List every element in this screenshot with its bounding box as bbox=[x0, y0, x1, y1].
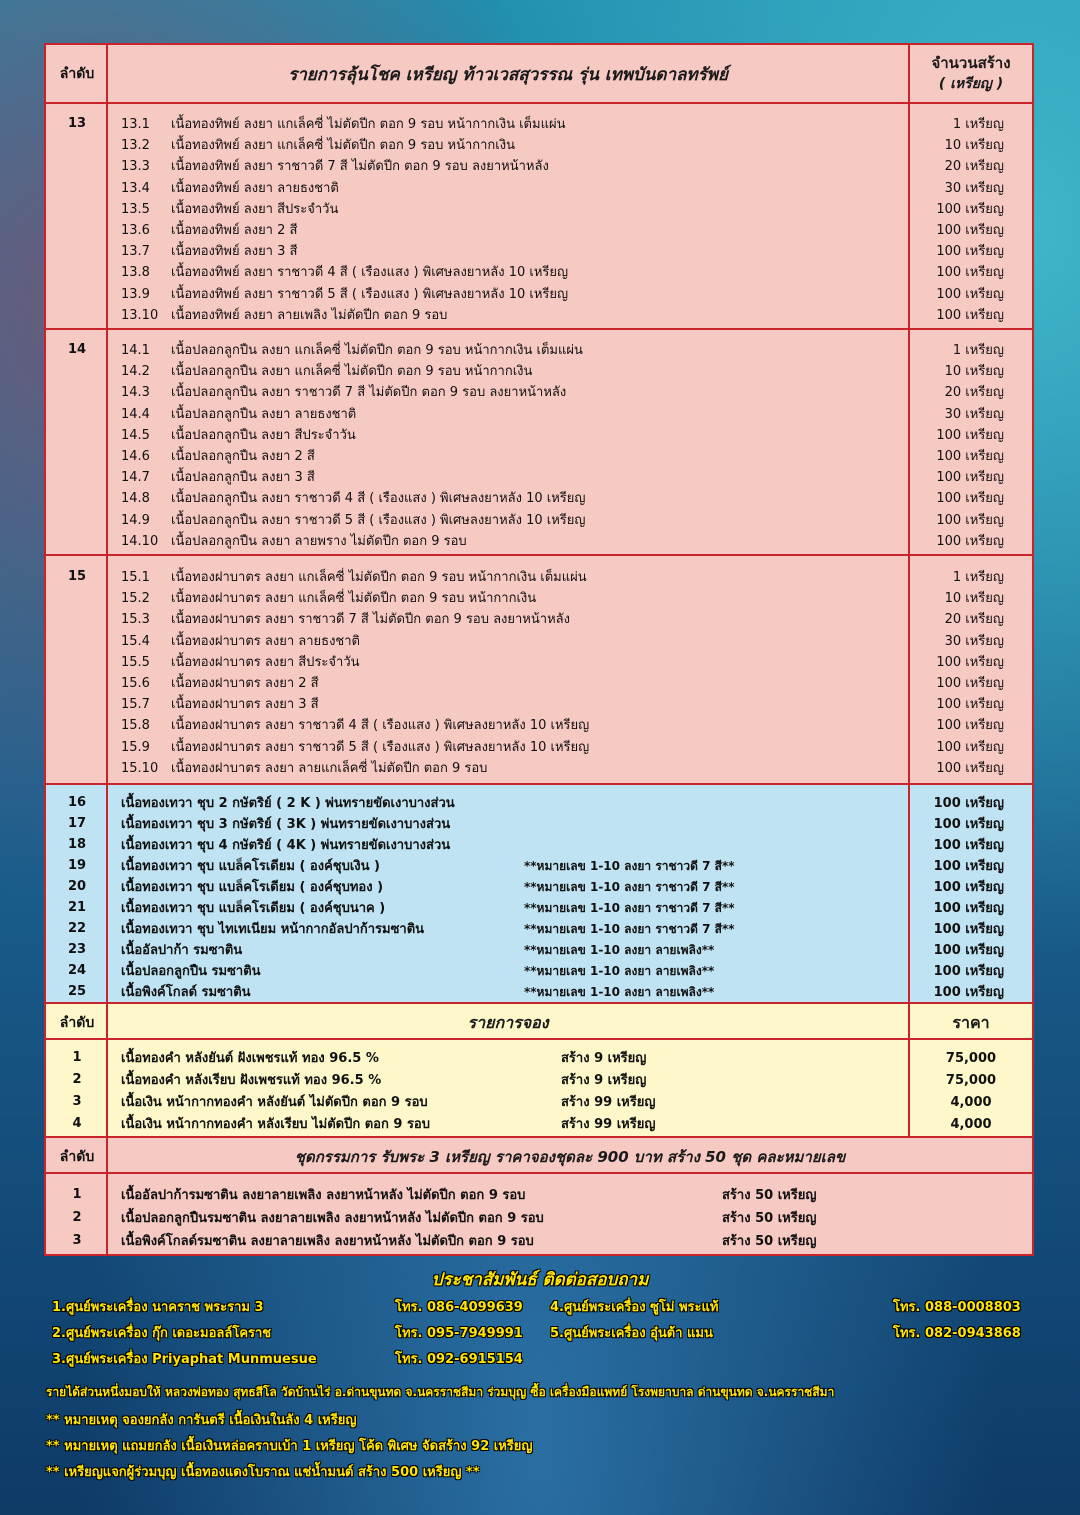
item-quantity: 30 เหรียญ bbox=[944, 406, 1004, 422]
item-description: เนื้อทองทิพย์ ลงยา แกเล็คซี่ ไม่ตัดปีก ตอก 9 รอบ หน้ากากเงิน เต็มแผ่น bbox=[171, 117, 566, 132]
item-description: เนื้อทองคำ หลังยันต์ ฝังเพชรแท้ ทอง 96.5 % bbox=[121, 1051, 379, 1066]
contact-3-name: 3.ศูนย์พระเครื่อง Priyaphat Munmuesue bbox=[52, 1352, 317, 1367]
item-description: เนื้อทองทิพย์ ลงยา ราชาวดี 7 สี ไม่ตัดปีก ตอก 9 รอบ ลงยาหน้าหลัง bbox=[171, 159, 549, 175]
item-code: 14.5 bbox=[121, 427, 150, 443]
column-divider bbox=[908, 783, 910, 1138]
committee-section bbox=[46, 1174, 1032, 1254]
group-13 bbox=[46, 104, 1032, 328]
contact-5-phone: โทร. 082-0943868 bbox=[893, 1326, 1021, 1341]
group-15 bbox=[46, 557, 1032, 781]
group-14 bbox=[46, 330, 1032, 554]
item-code: 14.6 bbox=[121, 449, 150, 464]
item-quantity: 100 เหรียญ bbox=[936, 739, 1004, 755]
item-description: เนื้อทองฝาบาตร ลงยา 2 สี bbox=[171, 676, 319, 691]
item-price: 4,000 bbox=[950, 1117, 992, 1132]
item-description: เนื้อทองเทวา ชุบ 3 กษัตริย์ ( 3K ) พ่นทรายขัดเงาบางส่วน bbox=[121, 817, 451, 832]
item-description: เนื้อทองฝาบาตร ลงยา แกเล็คซี่ ไม่ตัดปีก ตอก 9 รอบ หน้ากากเงิน เต็มแผ่น bbox=[171, 570, 587, 585]
divider bbox=[46, 783, 1032, 785]
item-quantity: 100 เหรียญ bbox=[933, 880, 1004, 895]
item-note: **หมายเลข 1-10 ลงยา ราชาวดี 7 สี** bbox=[524, 880, 735, 894]
committee-title: ชุดกรรมการ รับพระ 3 เหรียญ ราคาจองชุดละ 900 บาท สร้าง 50 ชุด คละหมายเลข bbox=[294, 1148, 846, 1166]
item-description: เนื้อปลอกลูกปืน ลงยา สีประจำวัน bbox=[171, 427, 356, 443]
contact-2-phone: โทร. 095-7949991 bbox=[395, 1326, 523, 1341]
item-quantity: 100 เหรียญ bbox=[936, 512, 1004, 528]
item-code: 14.10 bbox=[121, 533, 159, 549]
item-no: 24 bbox=[67, 963, 87, 978]
item-quantity: 30 เหรียญ bbox=[944, 633, 1004, 649]
item-code: 13.8 bbox=[121, 265, 150, 281]
header-qty-unit: ( เหรียญ ) bbox=[938, 76, 1004, 92]
item-quantity: 100 เหรียญ bbox=[936, 449, 1004, 464]
item-quantity: 100 เหรียญ bbox=[933, 964, 1004, 979]
item-description: เนื้อทองทิพย์ ลงยา ราชาวดี 4 สี ( เรืองแสง ) พิเศษลงยาหลัง 10 เหรียญ bbox=[171, 265, 569, 281]
item-code: 13.5 bbox=[121, 201, 150, 217]
item-quantity: 1 เหรียญ bbox=[952, 570, 1004, 585]
item-description: เนื้อพิงค์โกลด์รมซาติน ลงยาลายเพลิง ลงยาหน้าหลัง ไม่ตัดปีก ตอก 9 รอบ bbox=[121, 1234, 534, 1249]
item-description: เนื้อทองฝาบาตร ลงยา ราชาวดี 4 สี ( เรืองแสง ) พิเศษลงยาหลัง 10 เหรียญ bbox=[171, 718, 590, 734]
group-no: 13 bbox=[67, 116, 87, 131]
item-code: 13.3 bbox=[121, 159, 150, 175]
item-note: **หมายเลข 1-10 ลงยา ราชาวดี 7 สี** bbox=[524, 901, 735, 915]
item-made: สร้าง 99 เหรียญ bbox=[561, 1095, 656, 1110]
item-description: เนื้อพิงค์โกลด์ รมซาติน bbox=[121, 985, 251, 1000]
item-description: เนื้อทองเทวา ชุบ 2 กษัตริย์ ( 2 K ) พ่นทรายขัดเงาบางส่วน bbox=[121, 796, 455, 811]
group-no: 14 bbox=[67, 342, 87, 357]
item-code: 15.4 bbox=[121, 633, 150, 649]
item-description: เนื้อปลอกลูกปืน ลงยา ลายธงชาติ bbox=[171, 406, 357, 422]
item-description: เนื้อทองฝาบาตร ลงยา ราชาวดี 5 สี ( เรืองแสง ) พิเศษลงยาหลัง 10 เหรียญ bbox=[171, 739, 590, 755]
item-description: เนื้อปลอกลูกปืน ลงยา แกเล็คซี่ ไม่ตัดปีก ตอก 9 รอบ หน้ากากเงิน bbox=[171, 364, 533, 380]
item-quantity: 100 เหรียญ bbox=[936, 533, 1004, 549]
item-code: 15.3 bbox=[121, 612, 150, 628]
item-description: เนื้อทองทิพย์ ลงยา 3 สี bbox=[171, 244, 298, 260]
item-price: 75,000 bbox=[945, 1051, 997, 1066]
item-made: สร้าง 50 เหรียญ bbox=[722, 1234, 817, 1249]
item-description: เนื้อทองทิพย์ ลงยา ราชาวดี 5 สี ( เรืองแสง ) พิเศษลงยาหลัง 10 เหรียญ bbox=[171, 286, 569, 302]
item-code: 14.3 bbox=[121, 385, 150, 401]
item-quantity: 100 เหรียญ bbox=[936, 718, 1004, 734]
item-description: เนื้อทองเทวา ชุบ 4 กษัตริย์ ( 4K ) พ่นทรายขัดเงาบางส่วน bbox=[121, 838, 451, 853]
item-quantity: 100 เหรียญ bbox=[936, 427, 1004, 443]
item-description: เนื้อเงิน หน้ากากทองคำ หลังเรียบ ไม่ตัดปีก ตอก 9 รอบ bbox=[121, 1117, 430, 1132]
item-no: 22 bbox=[67, 921, 87, 936]
item-description: เนื้อปลอกลูกปืน ลงยา ราชาวดี 7 สี ไม่ตัดปีก ตอก 9 รอบ ลงยาหน้าหลัง bbox=[171, 385, 567, 401]
item-description: เนื้อปลอกลูกปืน ลงยา ลายพราง ไม่ตัดปีก ตอก 9 รอบ bbox=[171, 533, 467, 549]
item-quantity: 10 เหรียญ bbox=[944, 364, 1004, 380]
group-no: 15 bbox=[67, 569, 87, 584]
item-made: สร้าง 9 เหรียญ bbox=[561, 1073, 647, 1088]
column-divider bbox=[106, 783, 108, 1256]
item-quantity: 1 เหรียญ bbox=[952, 117, 1004, 132]
contact-2-name: 2.ศูนย์พระเครื่อง กุ๊ก เดอะมอลล์โคราช bbox=[52, 1326, 272, 1341]
header-title: รายการลุ้นโชค เหรียญ ท้าวเวสสุวรรณ รุ่น เทพบันดาลทรัพย์ bbox=[288, 65, 728, 85]
item-code: 15.9 bbox=[121, 739, 150, 755]
item-quantity: 100 เหรียญ bbox=[936, 654, 1004, 670]
special-section bbox=[46, 785, 1032, 1002]
item-quantity: 20 เหรียญ bbox=[944, 385, 1004, 401]
item-description: เนื้อทองทิพย์ ลงยา ลายธงชาติ bbox=[171, 180, 339, 196]
item-quantity: 100 เหรียญ bbox=[933, 943, 1004, 958]
item-description: เนื้อทองทิพย์ ลงยา ลายเพลิง ไม่ตัดปีก ตอก 9 รอบ bbox=[171, 307, 448, 323]
item-description: เนื้อปลอกลูกปืน รมซาติน bbox=[121, 964, 261, 979]
header-qty-label: จำนวนสร้าง bbox=[931, 54, 1011, 72]
item-quantity: 100 เหรียญ bbox=[933, 922, 1004, 937]
item-note: **หมายเลข 1-10 ลงยา ลายเพลิง** bbox=[524, 943, 715, 957]
item-quantity: 100 เหรียญ bbox=[936, 697, 1004, 713]
item-code: 13.6 bbox=[121, 223, 150, 238]
contact-1-name: 1.ศูนย์พระเครื่อง นาคราช พระราม 3 bbox=[52, 1300, 264, 1315]
item-description: เนื้อทองเทวา ชุบ แบล็คโรเดียม ( องค์ชุบเงิน ) bbox=[121, 859, 380, 874]
item-description: เนื้อปลอกลูกปืนรมซาติน ลงยาลายเพลิง ลงยาหน้าหลัง ไม่ตัดปีก ตอก 9 รอบ bbox=[121, 1211, 544, 1226]
item-quantity: 100 เหรียญ bbox=[936, 201, 1004, 217]
item-code: 13.10 bbox=[121, 307, 159, 323]
item-no: 18 bbox=[67, 837, 87, 852]
item-description: เนื้ออัลปาก้า รมซาติน bbox=[121, 943, 243, 958]
item-quantity: 100 เหรียญ bbox=[936, 265, 1004, 281]
item-quantity: 10 เหรียญ bbox=[944, 591, 1004, 607]
contact-4-name: 4.ศูนย์พระเครื่อง ซูโม่ พระแท้ bbox=[550, 1300, 719, 1315]
donation-note: รายได้ส่วนหนึ่งมอบให้ หลวงพ่อทอง สุทธสีโล วัดบ้านไร่ อ.ด่านขุนทด จ.นครราชสีมา ร่วมบุญ ซื้อ เครื่องมือแพทย์ โรงพยาบาล ด่านขุนทด จ.นครราชสีมา bbox=[46, 1385, 835, 1399]
item-code: 15.5 bbox=[121, 654, 150, 670]
reserve-section bbox=[46, 1040, 1032, 1136]
item-quantity: 100 เหรียญ bbox=[936, 676, 1004, 691]
footnote-1: ** หมายเหตุ จองยกลัง การันตรี เนื้อเงินในลัง 4 เหรียญ bbox=[46, 1413, 357, 1428]
item-no: 2 bbox=[72, 1072, 82, 1087]
item-no: 2 bbox=[72, 1210, 82, 1225]
item-quantity: 100 เหรียญ bbox=[933, 985, 1004, 1000]
item-quantity: 100 เหรียญ bbox=[936, 760, 1004, 776]
item-no: 21 bbox=[67, 900, 87, 915]
column-divider bbox=[106, 45, 108, 783]
item-no: 16 bbox=[67, 795, 87, 810]
item-quantity: 100 เหรียญ bbox=[936, 470, 1004, 486]
item-code: 15.2 bbox=[121, 591, 150, 607]
item-description: เนื้อทองเทวา ชุบ แบล็คโรเดียม ( องค์ชุบนาค ) bbox=[121, 901, 386, 916]
item-description: เนื้อปลอกลูกปืน ลงยา 2 สี bbox=[171, 449, 315, 464]
item-description: เนื้อทองทิพย์ ลงยา สีประจำวัน bbox=[171, 201, 339, 217]
item-quantity: 100 เหรียญ bbox=[936, 244, 1004, 260]
header-no: ลำดับ bbox=[59, 66, 95, 82]
item-code: 14.7 bbox=[121, 470, 150, 486]
item-no: 17 bbox=[67, 816, 87, 831]
item-quantity: 100 เหรียญ bbox=[933, 817, 1004, 832]
item-made: สร้าง 9 เหรียญ bbox=[561, 1051, 647, 1066]
item-price: 75,000 bbox=[945, 1073, 997, 1088]
item-code: 14.4 bbox=[121, 406, 150, 422]
item-quantity: 20 เหรียญ bbox=[944, 612, 1004, 628]
contact-1-phone: โทร. 086-4099639 bbox=[395, 1300, 523, 1315]
item-quantity: 20 เหรียญ bbox=[944, 159, 1004, 175]
item-made: สร้าง 50 เหรียญ bbox=[722, 1188, 817, 1203]
item-code: 14.1 bbox=[121, 343, 150, 358]
column-divider bbox=[908, 45, 910, 783]
item-description: เนื้อเงิน หน้ากากทองคำ หลังยันต์ ไม่ตัดปีก ตอก 9 รอบ bbox=[121, 1095, 428, 1110]
item-made: สร้าง 99 เหรียญ bbox=[561, 1117, 656, 1132]
contact-5-name: 5.ศูนย์พระเครื่อง อุ๋นต้า แมน bbox=[550, 1326, 713, 1341]
reserve-no-label: ลำดับ bbox=[59, 1015, 95, 1031]
item-code: 15.6 bbox=[121, 676, 150, 691]
item-no: 3 bbox=[72, 1233, 82, 1248]
item-price: 4,000 bbox=[950, 1095, 992, 1110]
item-no: 4 bbox=[72, 1116, 82, 1131]
reserve-header bbox=[46, 1004, 1032, 1038]
item-description: เนื้อปลอกลูกปืน ลงยา ราชาวดี 4 สี ( เรืองแสง ) พิเศษลงยาหลัง 10 เหรียญ bbox=[171, 491, 586, 507]
item-no: 1 bbox=[72, 1187, 82, 1202]
item-quantity: 100 เหรียญ bbox=[933, 901, 1004, 916]
item-quantity: 100 เหรียญ bbox=[933, 838, 1004, 853]
reserve-price-label: ราคา bbox=[952, 1013, 990, 1032]
item-description: เนื้อทองทิพย์ ลงยา แกเล็คซี่ ไม่ตัดปีก ตอก 9 รอบ หน้ากากเงิน bbox=[171, 138, 515, 154]
item-code: 15.1 bbox=[121, 570, 150, 585]
item-quantity: 30 เหรียญ bbox=[944, 180, 1004, 196]
item-quantity: 100 เหรียญ bbox=[933, 859, 1004, 874]
item-code: 15.7 bbox=[121, 697, 150, 713]
footer-title: ประชาสัมพันธ์ ติดต่อสอบถาม bbox=[431, 1270, 649, 1290]
price-list-table bbox=[44, 43, 1034, 1256]
item-quantity: 100 เหรียญ bbox=[933, 796, 1004, 811]
item-description: เนื้อทองฝาบาตร ลงยา ราชาวดี 7 สี ไม่ตัดปีก ตอก 9 รอบ ลงยาหน้าหลัง bbox=[171, 612, 570, 628]
item-quantity: 10 เหรียญ bbox=[944, 138, 1004, 154]
item-description: เนื้อทองฝาบาตร ลงยา ลายธงชาติ bbox=[171, 633, 360, 649]
item-code: 13.2 bbox=[121, 138, 150, 154]
item-note: **หมายเลข 1-10 ลงยา ลายเพลิง** bbox=[524, 964, 715, 978]
item-no: 1 bbox=[72, 1050, 82, 1065]
item-note: **หมายเลข 1-10 ลงยา ราชาวดี 7 สี** bbox=[524, 859, 735, 873]
item-code: 15.8 bbox=[121, 718, 150, 734]
item-code: 13.7 bbox=[121, 244, 150, 260]
item-description: เนื้อปลอกลูกปืน ลงยา ราชาวดี 5 สี ( เรืองแสง ) พิเศษลงยาหลัง 10 เหรียญ bbox=[171, 512, 586, 528]
item-note: **หมายเลข 1-10 ลงยา ราชาวดี 7 สี** bbox=[524, 922, 735, 936]
contact-3-phone: โทร. 092-6915154 bbox=[395, 1352, 523, 1367]
footnote-3: ** เหรียญแจกผู้ร่วมบุญ เนื้อทองแดงโบราณ แช่น้ำมนต์ สร้าง 500 เหรียญ ** bbox=[46, 1465, 480, 1480]
item-description: เนื้อทองคำ หลังเรียบ ฝังเพชรแท้ ทอง 96.5 % bbox=[121, 1073, 382, 1088]
item-quantity: 1 เหรียญ bbox=[952, 343, 1004, 358]
item-no: 20 bbox=[67, 879, 87, 894]
item-code: 13.4 bbox=[121, 180, 150, 196]
item-description: เนื้อทองฝาบาตร ลงยา สีประจำวัน bbox=[171, 654, 360, 670]
item-description: เนื้อปลอกลูกปืน ลงยา 3 สี bbox=[171, 470, 315, 486]
item-description: เนื้อปลอกลูกปืน ลงยา แกเล็คซี่ ไม่ตัดปีก ตอก 9 รอบ หน้ากากเงิน เต็มแผ่น bbox=[171, 343, 583, 358]
item-description: เนื้ออัลปาก้ารมซาติน ลงยาลายเพลิง ลงยาหน้าหลัง ไม่ตัดปีก ตอก 9 รอบ bbox=[121, 1188, 526, 1203]
item-code: 14.2 bbox=[121, 364, 150, 380]
item-quantity: 100 เหรียญ bbox=[936, 491, 1004, 507]
divider bbox=[46, 554, 1032, 556]
committee-no-label: ลำดับ bbox=[59, 1149, 95, 1165]
item-code: 14.9 bbox=[121, 512, 150, 528]
committee-header bbox=[46, 1138, 1032, 1172]
item-code: 13.9 bbox=[121, 286, 150, 302]
item-description: เนื้อทองทิพย์ ลงยา 2 สี bbox=[171, 223, 298, 238]
item-description: เนื้อทองฝาบาตร ลงยา ลายแกเล็คซี่ ไม่ตัดปีก ตอก 9 รอบ bbox=[171, 760, 488, 776]
item-quantity: 100 เหรียญ bbox=[936, 307, 1004, 323]
item-code: 15.10 bbox=[121, 760, 159, 776]
footnote-2: ** หมายเหตุ แถมยกลัง เนื้อเงินหล่อคราบเบ้า 1 เหรียญ โค้ด พิเศษ จัดสร้าง 92 เหรียญ bbox=[46, 1439, 533, 1454]
item-description: เนื้อทองเทวา ชุบ แบล็คโรเดียม ( องค์ชุบทอง ) bbox=[121, 880, 384, 895]
reserve-title: รายการจอง bbox=[467, 1013, 549, 1032]
item-note: **หมายเลข 1-10 ลงยา ลายเพลิง** bbox=[524, 985, 715, 999]
item-quantity: 100 เหรียญ bbox=[936, 223, 1004, 238]
item-code: 14.8 bbox=[121, 491, 150, 507]
item-description: เนื้อทองฝาบาตร ลงยา 3 สี bbox=[171, 697, 319, 713]
item-made: สร้าง 50 เหรียญ bbox=[722, 1211, 817, 1226]
item-no: 3 bbox=[72, 1094, 82, 1109]
item-quantity: 100 เหรียญ bbox=[936, 286, 1004, 302]
item-description: เนื้อทองเทวา ชุบ ไทเทเนียม หน้ากากอัลปาก้ารมซาติน bbox=[121, 922, 425, 937]
item-no: 23 bbox=[67, 942, 87, 957]
item-description: เนื้อทองฝาบาตร ลงยา แกเล็คซี่ ไม่ตัดปีก ตอก 9 รอบ หน้ากากเงิน bbox=[171, 591, 537, 607]
item-no: 19 bbox=[67, 858, 87, 873]
table-header bbox=[46, 45, 1032, 102]
contact-4-phone: โทร. 088-0008803 bbox=[893, 1300, 1021, 1315]
item-code: 13.1 bbox=[121, 117, 150, 132]
item-no: 25 bbox=[67, 984, 87, 999]
